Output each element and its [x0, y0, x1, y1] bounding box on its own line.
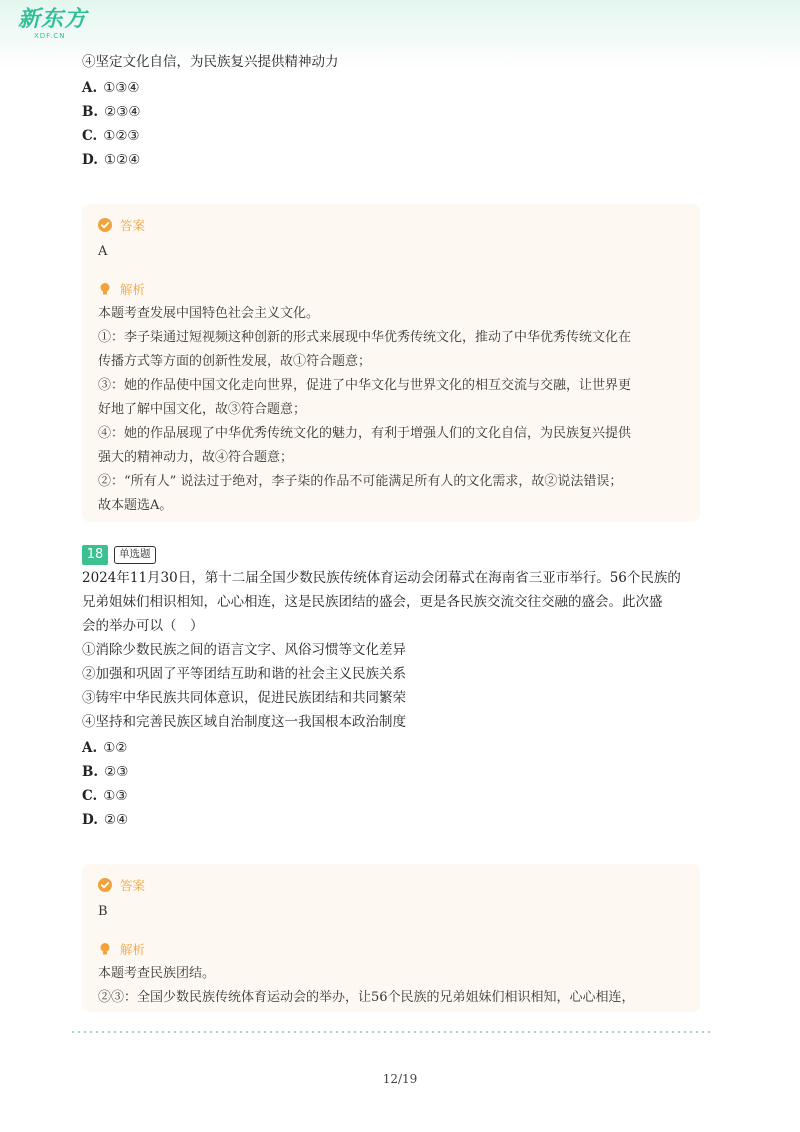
xdf-logo	[18, 8, 88, 42]
answer-value: A	[98, 244, 108, 259]
option-c[interactable]	[82, 124, 702, 148]
analysis-label-row	[98, 936, 684, 962]
option-letter: C.	[82, 788, 98, 804]
answer-label-row	[98, 872, 684, 898]
option-letter: C.	[82, 128, 98, 144]
analysis-line: ③：她的作品使中国文化走向世界，促进了中华文化与世界文化的相互交流与交融，让世界更	[98, 378, 632, 393]
option-a[interactable]	[82, 736, 702, 760]
lightbulb-icon	[98, 282, 112, 296]
option-a[interactable]	[82, 76, 702, 100]
option-text: ①③	[103, 788, 128, 804]
analysis-line: 本题考查民族团结。	[98, 966, 216, 981]
stem-line: 兄弟姐妹们相识相知，心心相连，这是民族团结的盛会，更是各民族交流交往交融的盛会。此次盛	[82, 594, 663, 610]
check-badge-icon	[98, 878, 112, 892]
option-b[interactable]	[82, 760, 702, 784]
analysis-line: 本题考查发展中国特色社会主义文化。	[98, 306, 320, 321]
question-number: 18	[82, 545, 108, 565]
analysis-line: ①：李子柒通过短视频这种创新的形式来展现中华优秀传统文化，推动了中华优秀传统文化在	[98, 330, 632, 345]
option-letter: D.	[82, 812, 98, 828]
analysis-line: ②③：全国少数民族传统体育运动会的举办，让56个民族的兄弟姐妹们相识相知，心心相连，	[98, 990, 635, 1005]
question-type-badge: 单选题	[114, 546, 156, 564]
lightbulb-icon	[98, 942, 112, 956]
answer-label-row	[98, 212, 684, 238]
statement: ④坚定文化自信，为民族复兴提供精神动力	[82, 54, 339, 70]
answer-label: 答案	[120, 218, 146, 233]
statement: ①消除少数民族之间的语言文字、风俗习惯等文化差异	[82, 642, 406, 658]
answer-value: B	[98, 904, 108, 919]
check-badge-icon	[98, 218, 112, 232]
page-number: 12/19	[382, 1072, 418, 1086]
option-text: ②④	[103, 812, 129, 828]
logo-main-text: 新东方	[18, 7, 88, 32]
analysis-label: 解析	[120, 282, 146, 297]
footer-divider	[70, 1031, 712, 1033]
prev-question	[82, 50, 702, 172]
option-text: ①②④	[103, 152, 141, 168]
option-c[interactable]	[82, 784, 702, 808]
answer-box	[82, 204, 700, 522]
analysis-line: 好地了解中国文化，故③符合题意；	[98, 402, 307, 417]
option-letter: A.	[82, 80, 98, 96]
question-header	[82, 544, 702, 566]
option-letter: B.	[82, 104, 99, 120]
analysis-line: 强大的精神动力，故④符合题意；	[98, 450, 294, 465]
logo-sub-text: XDF.CN	[34, 32, 66, 40]
analysis-label: 解析	[120, 942, 146, 957]
analysis-line: 传播方式等方面的创新性发展，故①符合题意；	[98, 354, 372, 369]
analysis-label-row	[98, 276, 684, 302]
option-d[interactable]	[82, 808, 702, 832]
statement: ②加强和巩固了平等团结互助和谐的社会主义民族关系	[82, 666, 406, 682]
option-text: ②③④	[104, 104, 141, 120]
stem-line: 会的举办可以（ ）	[82, 618, 204, 634]
option-letter: A.	[82, 740, 98, 756]
option-b[interactable]	[82, 100, 702, 124]
analysis-line: ②：“所有人” 说法过于绝对，李子柒的作品不可能满足所有人的文化需求，故②说法错误；	[98, 474, 623, 489]
statement: ④坚持和完善民族区域自治制度这一我国根本政治制度	[82, 714, 406, 730]
analysis-line: 故本题选A。	[98, 498, 173, 513]
option-letter: B.	[82, 764, 99, 780]
option-d[interactable]	[82, 148, 702, 172]
answer-box	[82, 864, 700, 1012]
option-text: ①②③	[103, 128, 140, 144]
analysis-line: ④：她的作品展现了中华优秀传统文化的魅力，有利于增强人们的文化自信，为民族复兴提供	[98, 426, 632, 441]
option-text: ①③④	[103, 80, 140, 96]
option-letter: D.	[82, 152, 98, 168]
option-text: ②③	[104, 764, 129, 780]
question-18	[82, 544, 702, 832]
statement: ③铸牢中华民族共同体意识，促进民族团结和共同繁荣	[82, 690, 406, 706]
option-text: ①②	[103, 740, 128, 756]
answer-label: 答案	[120, 878, 146, 893]
stem-line: 2024年11月30日，第十二届全国少数民族传统体育运动会闭幕式在海南省三亚市举行。56个民族的	[82, 570, 681, 586]
